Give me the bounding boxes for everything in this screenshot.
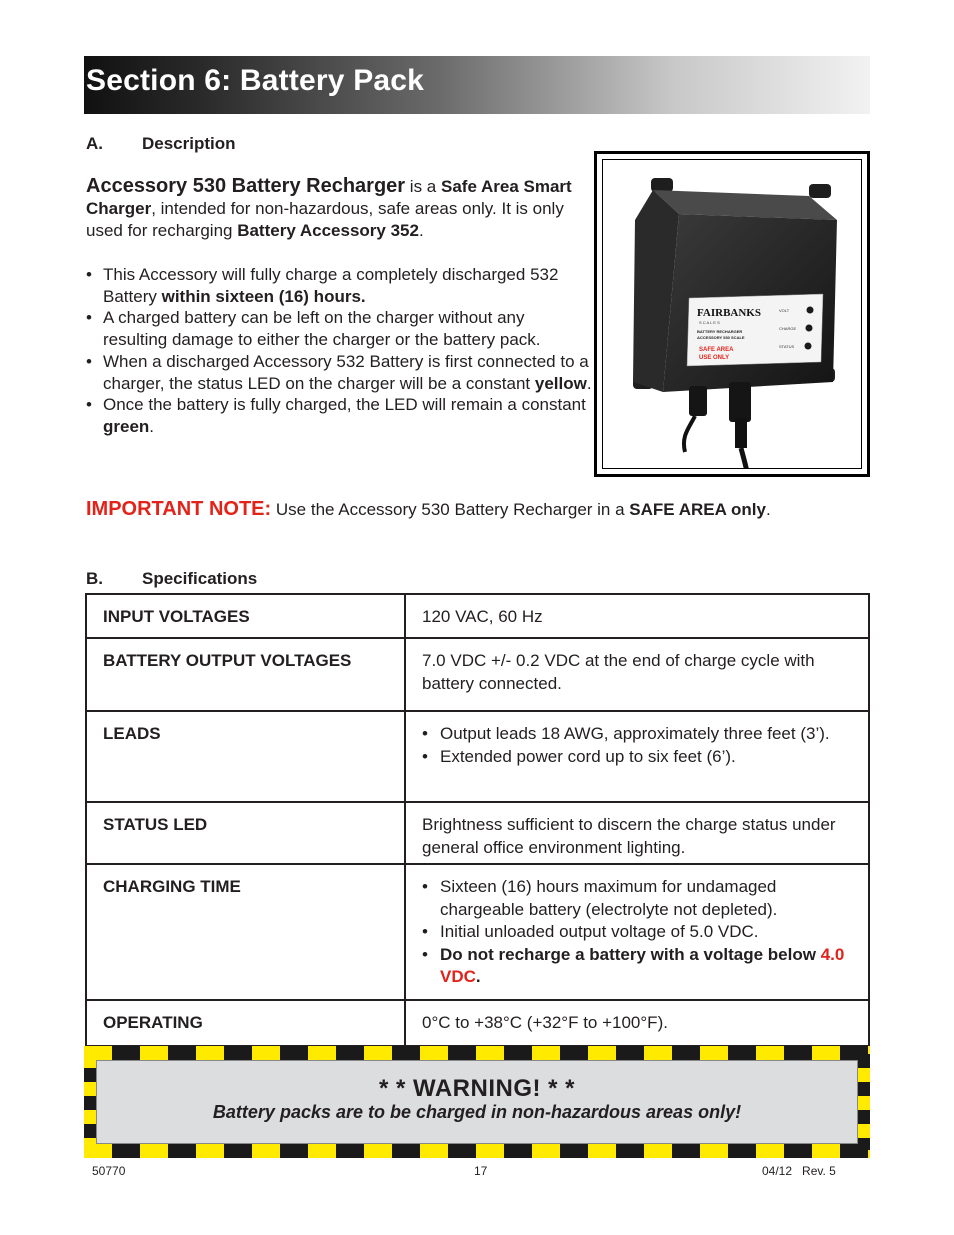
intro-text: . (418, 221, 424, 240)
led-indicator (806, 325, 813, 332)
leads-list (422, 723, 858, 768)
table-row (86, 638, 869, 711)
footer-page-number: 17 (474, 1164, 488, 1178)
intro-bold: Battery Accessory 352 (237, 221, 419, 240)
list-item: • Sixteen (16) hours maximum for undamaged chargeable battery (electrolyte not depleted). (422, 876, 858, 921)
list-item: • Output leads 18 AWG, approximately three feet (3’). (422, 723, 858, 746)
subsection-title: Description (142, 134, 236, 153)
warning-banner (84, 1046, 870, 1158)
spec-value (405, 864, 869, 1000)
label-use-only: USE ONLY (699, 355, 730, 361)
intro-text: , intended for non-hazardous, safe areas only. It is only used for recharging (86, 199, 564, 240)
list-item: • Once the battery is fully charged, the LED will remain a constant green. (86, 394, 592, 437)
spec-value: 0°C to +38°C (+32°F to +100°F). (405, 1000, 869, 1046)
table-row (86, 864, 869, 1000)
list-item: • Extended power cord up to six feet (6’). (422, 746, 858, 769)
label-line1: BATTERY RECHARGER (697, 329, 743, 334)
label-brand: FAIRBANKS (697, 307, 761, 319)
warning-text: Battery packs are to be charged in non-hazardous areas only! (212, 1102, 742, 1122)
important-label: IMPORTANT NOTE: (86, 498, 272, 520)
intro-bold: Safe Area Smart Charger (86, 177, 572, 218)
important-text: Use the Accessory 530 Battery Recharger in a (271, 500, 630, 519)
table-row (86, 802, 869, 864)
footer-revision: 04/12 Rev. 5 (762, 1164, 836, 1178)
important-note: IMPORTANT NOTE: Use the Accessory 530 Battery Recharger in a SAFE AREA only. (86, 498, 771, 520)
subsection-b-heading (86, 569, 257, 589)
voltage-limit: 4.0 VDC (440, 944, 845, 986)
subsection-letter: B. (86, 569, 103, 588)
spec-value: 7.0 VDC +/- 0.2 VDC at the end of charge cycle with battery connected. (405, 638, 869, 711)
spec-value: Brightness sufficient to discern the charge status under general office environment lighting. (405, 802, 869, 864)
list-item: • Do not recharge a battery with a voltage below 4.0 VDC. (422, 944, 858, 989)
spec-label: CHARGING TIME (86, 864, 405, 1000)
product-photo (602, 159, 862, 469)
specifications-table (85, 593, 870, 1047)
feature-list (86, 264, 592, 438)
spec-label: BATTERY OUTPUT VOLTAGES (86, 638, 405, 711)
spec-label: STATUS LED (86, 802, 405, 864)
warning-panel (96, 1060, 858, 1144)
spec-label: LEADS (86, 711, 405, 802)
product-name: Accessory 530 Battery Recharger (86, 175, 406, 197)
list-item: • This Accessory will fully charge a completely discharged 532 Battery within sixteen (16) hours. (86, 264, 592, 307)
table-row (86, 711, 869, 802)
spec-label: INPUT VOLTAGES (86, 594, 405, 638)
description-intro (86, 175, 586, 242)
list-item: • When a discharged Accessory 532 Battery is first connected to a charger, the status LED on the charger will be a constant yellow. (86, 351, 592, 394)
spec-value: 120 VAC, 60 Hz (405, 594, 869, 638)
important-bold: SAFE AREA only (629, 500, 766, 519)
section-title: Section 6: Battery Pack (86, 64, 425, 97)
led-indicator (807, 307, 814, 314)
label-line2: ACCESSORY 530 SCALE (697, 335, 745, 340)
footer-doc-number: 50770 (92, 1164, 126, 1178)
charging-list (422, 876, 858, 989)
warning-title: * * WARNING! * * (378, 1075, 575, 1102)
label-safe-area: SAFE AREA (699, 347, 734, 353)
charger-illustration (603, 160, 862, 469)
label-led-1: VOLT (779, 308, 790, 313)
subsection-a-heading (86, 134, 236, 154)
subsection-title: Specifications (142, 569, 258, 588)
spec-value (405, 711, 869, 802)
label-led-2: CHARGE (779, 326, 797, 331)
list-item: • Initial unloaded output voltage of 5.0 VDC. (422, 921, 858, 944)
label-sub: S C A L E S (699, 320, 720, 325)
intro-text: is a (405, 177, 441, 196)
led-indicator (805, 343, 812, 350)
table-row (86, 1000, 869, 1046)
subsection-letter: A. (86, 134, 103, 153)
label-led-3: STATUS (779, 344, 795, 349)
list-item: • A charged battery can be left on the charger without any resulting damage to either the charger or the battery pack. (86, 307, 592, 350)
table-row (86, 594, 869, 638)
product-photo-frame (594, 151, 870, 477)
spec-label: OPERATING (86, 1000, 405, 1046)
